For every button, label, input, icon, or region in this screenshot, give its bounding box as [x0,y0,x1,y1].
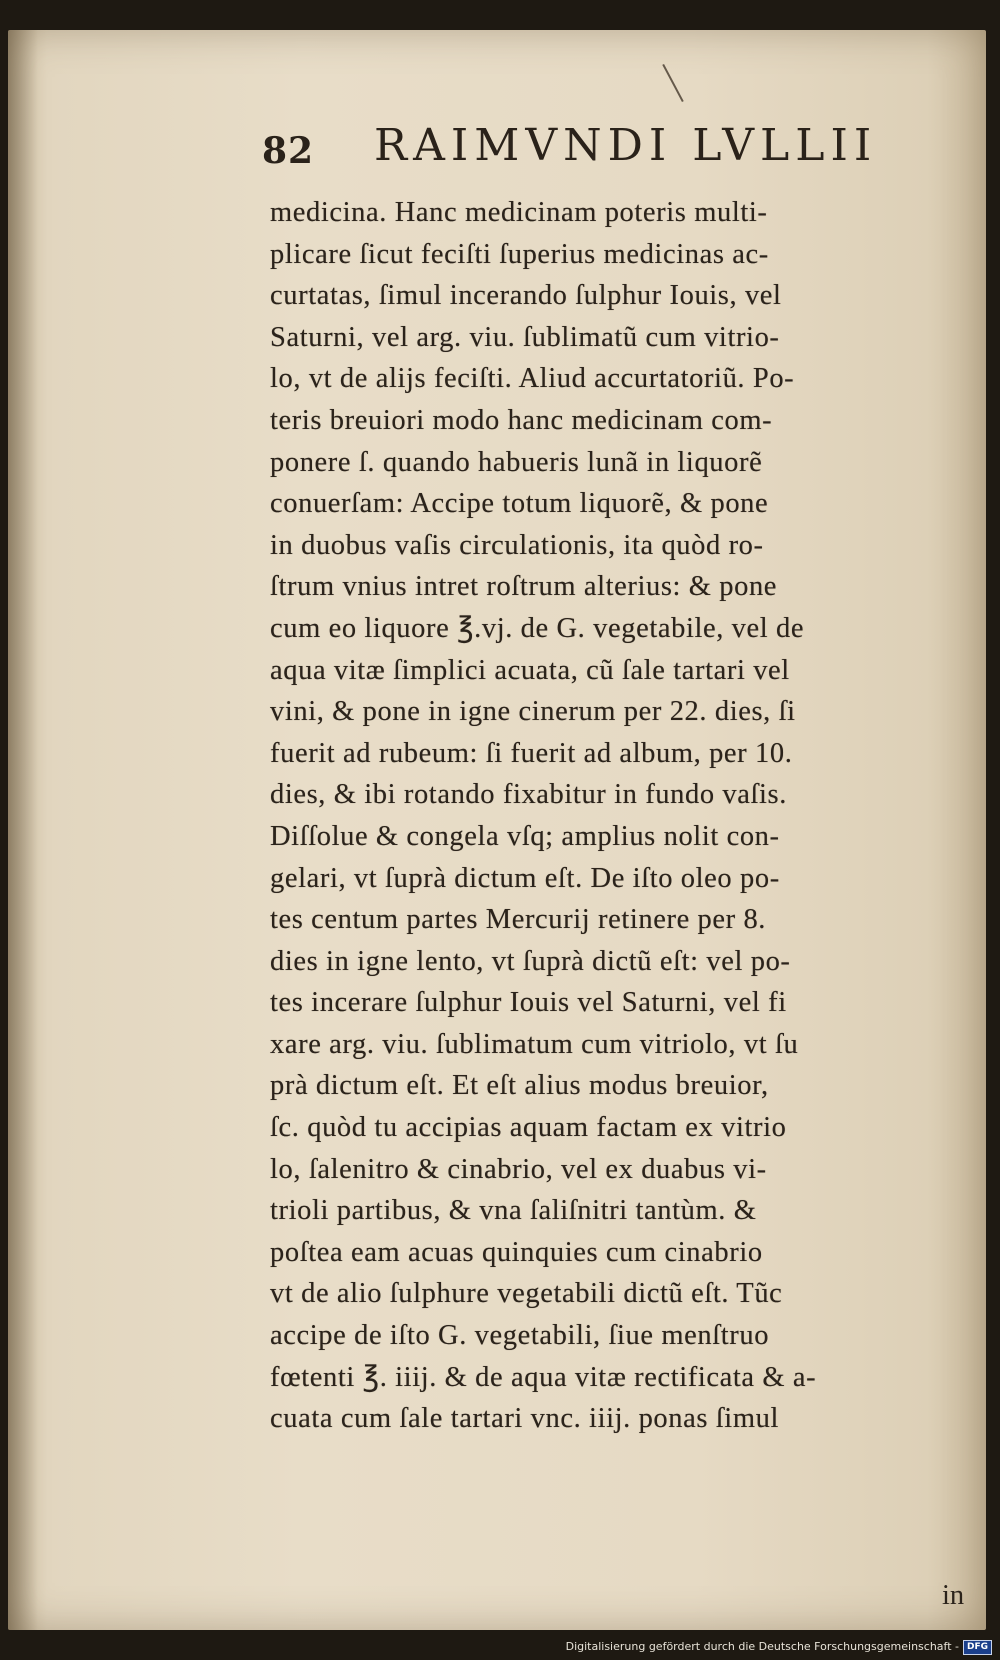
text-line: vt de alio ſulphure vegetabili dictũ eſt. Tũc [270,1278,783,1310]
page-header [262,112,882,182]
text-line: cuata cum ſale tartari vnc. iiij. ponas ſimul [270,1403,779,1435]
credit-text: Digitalisierung gefördert durch die Deutsche Forschungsgemeinschaft - [565,1640,959,1653]
text-line: prà dictum eſt. Et eſt alius modus breuior, [270,1070,769,1102]
gutter-shadow [8,30,38,1630]
running-title: RAIMVNDI LVLLII [374,120,878,171]
text-line: ſc. quòd tu accipias aquam factam ex vitrio [270,1112,787,1144]
page-number: 82 [262,130,315,172]
text-line: lo, vt de alijs feciſti. Aliud accurtatoriũ. Po- [270,363,795,395]
text-line: fuerit ad rubeum: ſi fuerit ad album, per 10. [270,737,793,769]
text-line: ſtrum vnius intret roſtrum alterius: & pone [270,571,778,603]
text-line: fœtenti ℥. iiij. & de aqua vitæ rectificata & a- [270,1361,817,1393]
catchword: in [942,1580,965,1611]
text-line: dies in igne lento, vt ſuprà dictũ eſt: vel po- [270,945,791,977]
dfg-logo: DFG [963,1640,992,1655]
text-line: cum eo liquore ℥.vj. de G. vegetabile, vel de [270,612,805,644]
text-line: conuerſam: Accipe totum liquorẽ, & pone [270,488,769,520]
text-line: aqua vitæ ſimplici acuata, cũ ſale tartari vel [270,654,790,686]
text-line: trioli partibus, & vna ſaliſnitri tantùm. & [270,1195,757,1227]
text-line: vini, & pone in igne cinerum per 22. dies, ſi [270,696,796,728]
text-line: in duobus vaſis circulationis, ita quòd ro- [270,529,764,561]
text-line: plicare ſicut feciſti ſuperius medicinas ac- [270,238,769,270]
text-line: teris breuiori modo hanc medicinam com- [270,404,773,436]
text-line: ponere ſ. quando habueris lunã in liquorẽ [270,446,763,478]
text-line: xare arg. viu. ſublimatum cum vitriolo, vt ſu [270,1028,799,1060]
text-line: tes centum partes Mercurij retinere per 8. [270,904,767,936]
text-line: curtatas, ſimul incerando ſulphur Iouis, vel [270,280,782,312]
text-line: Saturni, vel arg. viu. ſublimatũ cum vitrio- [270,321,780,353]
text-line: gelari, vt ſuprà dictum eſt. De iſto oleo po- [270,862,780,894]
text-line: poſtea eam acuas quinquies cum cinabrio [270,1236,763,1268]
body-text [270,192,970,1440]
text-line: tes incerare ſulphur Iouis vel Saturni, vel fi [270,987,787,1019]
text-line: Diſſolue & congela vſq; amplius nolit con- [270,820,780,852]
digitization-credit [566,1638,992,1656]
text-line: lo, ſalenitro & cinabrio, vel ex duabus vi- [270,1153,767,1185]
text-line: dies, & ibi rotando fixabitur in fundo vaſis. [270,779,787,811]
text-line: accipe de iſto G. vegetabili, ſiue menſtruo [270,1320,770,1352]
text-line: medicina. Hanc medicinam poteris multi- [270,197,768,228]
